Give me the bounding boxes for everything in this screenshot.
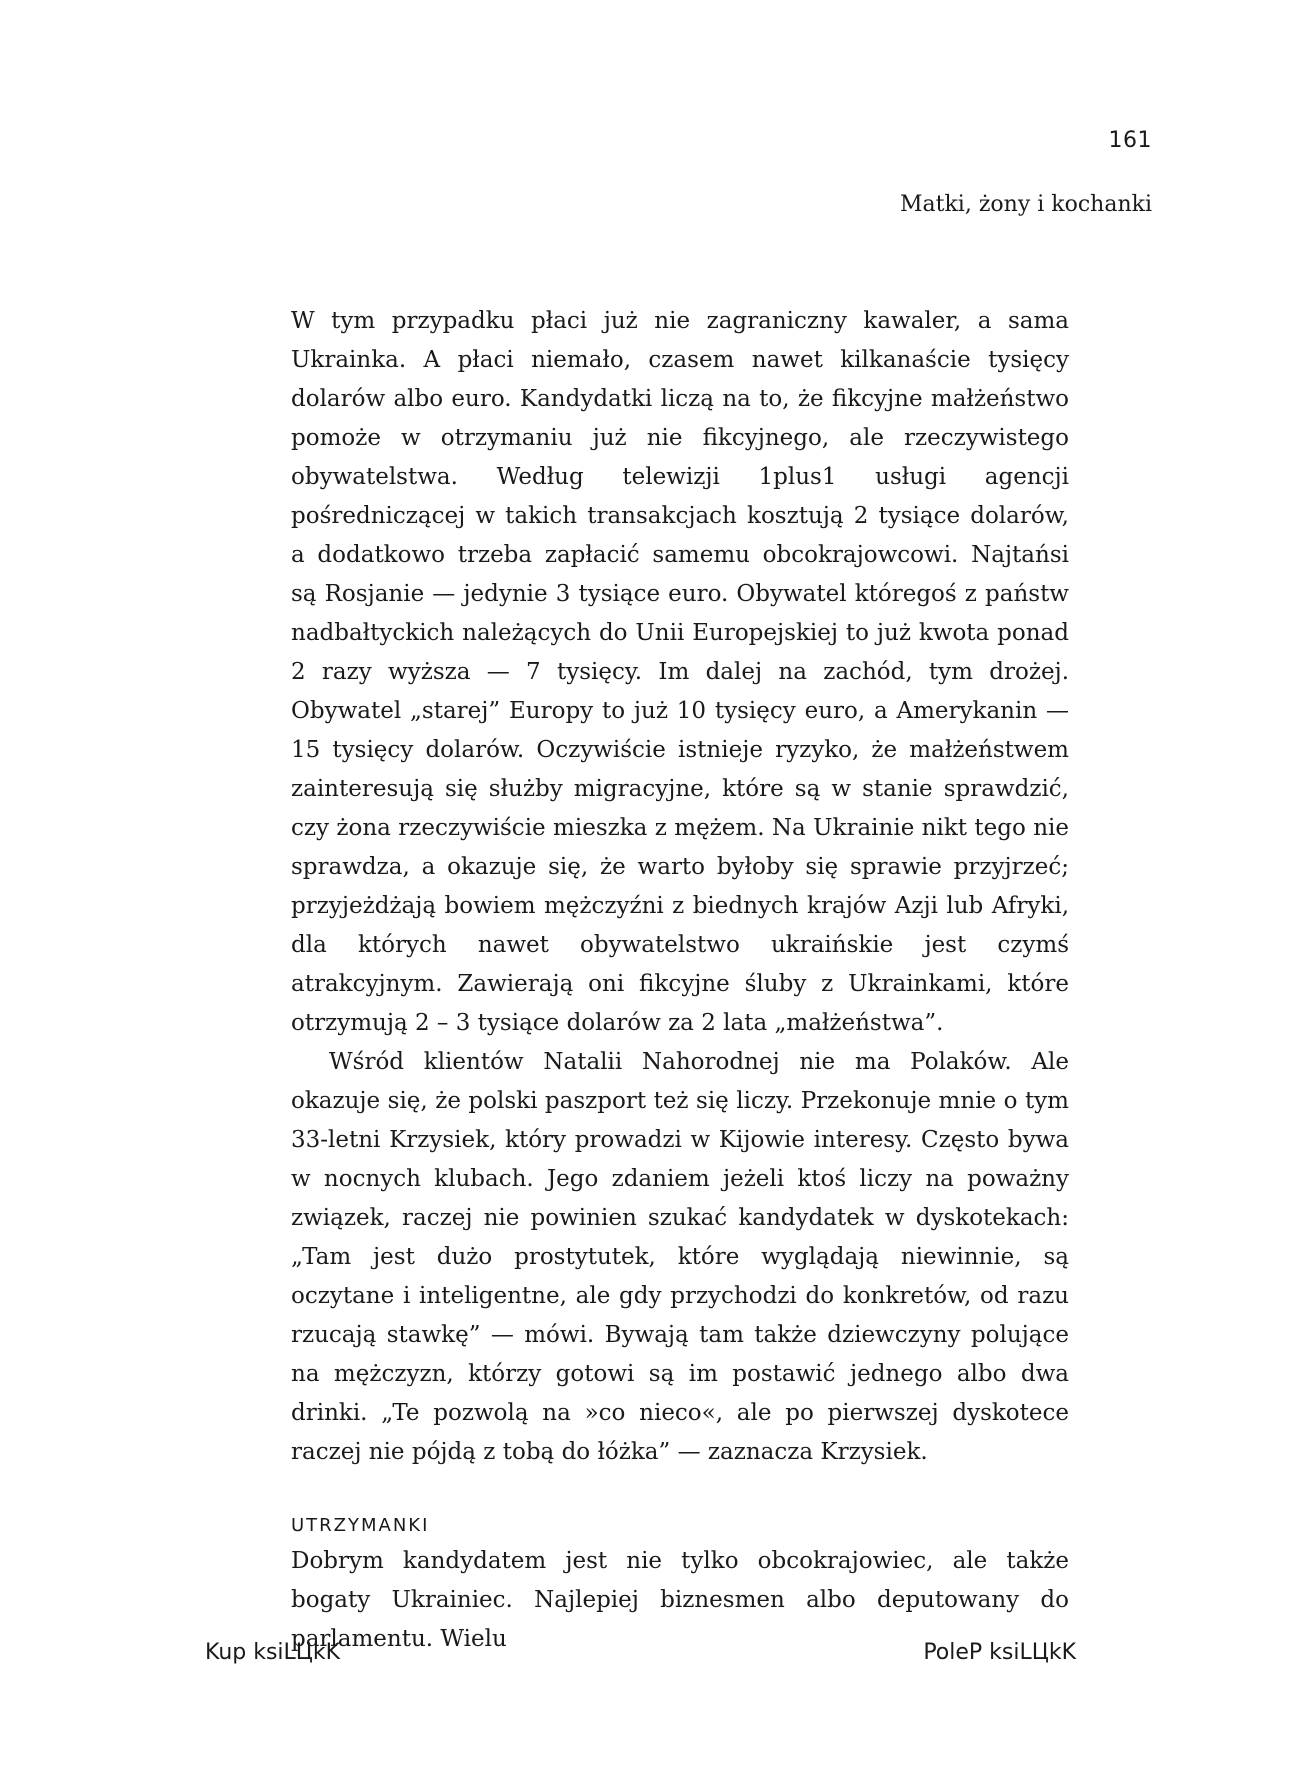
paragraph: W tym przypadku płaci już nie zagraniczny kawaler, a sama Ukrainka. A płaci niemało, czasem nawet kilkanaście tysięcy dolarów albo euro. Kandydatki liczą na to, że fikcyjne małżeństwo pomoże w otrzymaniu już nie fikcyjnego, ale rzeczywistego obywatelstwa. Według telewizji 1plus1 usługi agencji pośredniczącej w takich transakcjach kosztują 2 tysiące dolarów, a dodatkowo trzeba zapłacić samemu obcokrajowcowi. Najtańsi są Rosjanie — jedynie 3 tysiące euro. Obywatel któregoś z państw nadbałtyckich należących do Unii Europejskiej to już kwota ponad 2 razy wyższa — 7 tysięcy. Im dalej na zachód, tym drożej. Obywatel „starej” Europy to już 10 tysięcy euro, a Amerykanin — 15 tysięcy dolarów. Oczywiście istnieje ryzyko, że małżeństwem zainteresują się służby migracyjne, które są w stanie sprawdzić, czy żona rzeczywiście mieszka z mężem. Na Ukrainie nikt tego nie sprawdza, a okazuje się, że warto byłoby się sprawie przyjrzeć; przyjeżdżają bowiem mężczyźni z biednych krajów Azji lub Afryki, dla których nawet obywatelstwo ukraińskie jest czymś atrakcyjnym. Zawierają oni fikcyjne śluby z Ukrainkami, które otrzymują 2 – 3 tysiące dolarów za 2 lata „małżeństwa”. [291,308,1069,1036]
paragraph: Dobrym kandydatem jest nie tylko obcokrajowiec, ale także bogaty Ukrainiec. Najlepiej biznesmen albo deputowany do parlamentu. Wielu [291,1548,1069,1652]
main-text [291,302,1069,1659]
running-head: Matki, żony i kochanki [899,192,1152,217]
recommend-book-link[interactable]: PoleP ksiLЦkK [923,1640,1076,1665]
buy-book-link[interactable]: Kup ksiLЦkK [205,1640,341,1665]
page-number: 161 [1108,128,1152,153]
paragraph: Wśród klientów Natalii Nahorodnej nie ma Polaków. Ale okazuje się, że polski paszport też się liczy. Przekonuje mnie o tym 33-letni Krzysiek, który prowadzi w Kijowie interesy. Często bywa w nocnych klubach. Jego zdaniem jeżeli ktoś liczy na poważny związek, raczej nie powinien szukać kandydatek w dyskotekach: „Tam jest dużo prostytutek, które wyglądają niewinnie, są oczytane i inteligentne, ale gdy przychodzi do konkretów, od razu rzucają stawkę” — mówi. Bywają tam także dziewczyny polujące na mężczyzn, którzy gotowi są im postawić jednego albo dwa drinki. „Te pozwolą na »co nieco«, ale po pierwszej dyskotece raczej nie pójdą z tobą do łóżka” — zaznacza Krzysiek. [291,1049,1069,1465]
section-heading: UTRZYMANKI [291,1515,430,1536]
